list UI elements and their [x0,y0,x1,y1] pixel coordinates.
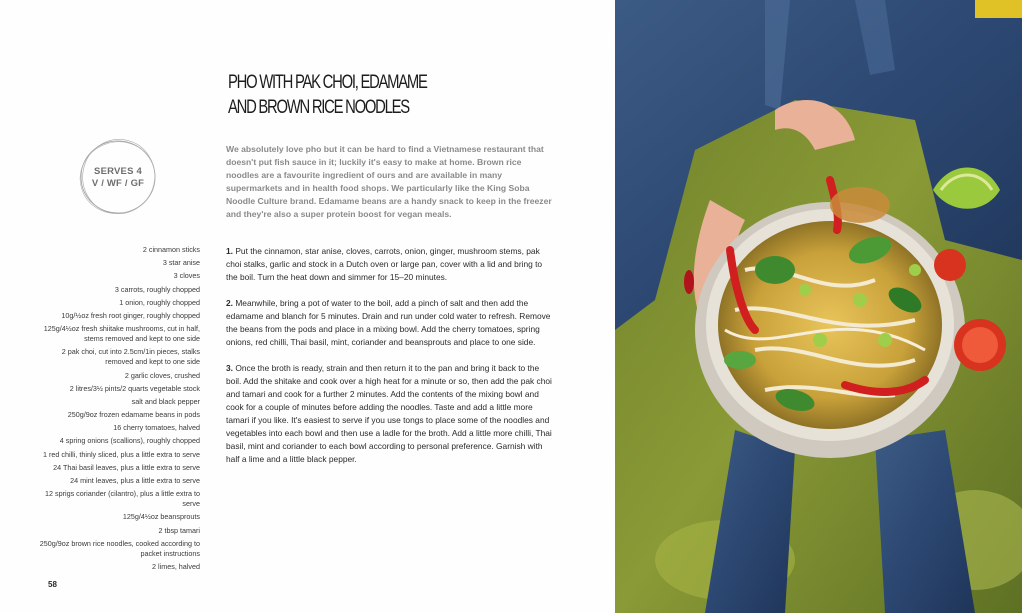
ingredient-item: 2 tbsp tamari [158,525,200,535]
title-line: AND BROWN RICE NOODLES [228,97,409,118]
ingredient-item: 2 garlic cloves, crushed [124,370,200,380]
ingredient-item: 3 star anise [162,258,200,268]
ingredient-item: 250g/9oz frozen edamame beans in pods [67,410,200,420]
ingredient-item: 12 sprigs coriander (cilantro), plus a little extra to serve [45,489,200,509]
ingredient-item: 2 pak choi, cut into 2.5cm/1in pieces, stalks removed and kept to one side [61,347,200,367]
badge-text [78,166,158,190]
step-number: 1. [226,246,233,256]
step-text: Once the broth is ready, strain and then return it to the pan and bring it back to the boil. Add the shitake and cook over a high heat for a minute or so, then add the pak choi and tamari and cook for a further 2 minutes. Add the contents of the mixing bowl and cook for a couple of minutes before adding the noodles. Taste and add a little more tamari if you like. It's easiest to serve if you use tongs to place some of the noodles and vegetables into each bowl and then use a ladle for the broth. Add a little more chilli, Thai basil, mint and coriander to each bowl according to personal preference. Garnish with half a lime and a little black pepper. [226,363,552,464]
ingredient-item: 2 litres/3½ pints/2 quarts vegetable stock [69,383,200,393]
ingredient-item: 125g/4½oz fresh shiitake mushrooms, cut in half, stems removed and kept to one side [43,324,200,344]
step-number: 3. [226,363,233,373]
ingredient-item: salt and black pepper [131,396,200,406]
ingredient-item: 125g/4½oz beansprouts [122,512,200,522]
ingredient-item: 250g/9oz brown rice noodles, cooked according to packet instructions [39,538,200,558]
ingredient-item: 10g/½oz fresh root ginger, roughly chopped [61,310,200,320]
pho-bowl-illustration [615,0,1022,613]
serves-badge [78,137,158,217]
method-step [226,245,556,284]
ingredient-item: 24 Thai basil leaves, plus a little extra to serve [53,462,200,472]
ingredient-item: 1 red chilli, thinly sliced, plus a little extra to serve [43,449,200,459]
method-steps [226,245,556,479]
diet-label: V / WF / GF [91,178,145,189]
pho-bowl-photo [615,0,1022,613]
ingredient-item: 2 cinnamon sticks [142,245,200,254]
ingredient-item: 2 limes, halved [152,561,200,571]
title-line: PHO WITH PAK CHOI, EDAMAME [228,72,427,93]
ingredient-item: 3 cloves [173,271,200,281]
step-number: 2. [226,298,233,308]
ingredient-item: 1 onion, roughly chopped [119,297,200,307]
page-number: 58 [48,580,57,589]
serves-label: SERVES 4 [94,166,142,177]
ingredient-item: 4 spring onions (scallions), roughly chopped [59,436,200,446]
recipe-intro: We absolutely love pho but it can be hard to find a Vietnamese restaurant that doesn't put fish sauce in it; luckily it's easy to make at home. Brown rice noodles are a favourite ingredient of ours and are available in many supermarkets and in health food shops. We particularly like the King Soba Noodle Culture brand. Edamame beans are a handy snack to keep in the freezer and they're also a super protein boost for vegan meals. [226,144,552,219]
ingredient-item: 3 carrots, roughly chopped [114,284,200,294]
ingredient-item: 24 mint leaves, plus a little extra to serve [70,476,200,485]
step-text: Meanwhile, bring a pot of water to the boil, add a pinch of salt and then add the edamame and blanch for 5 minutes. Drain and run under cold water to refresh. Remove the beans from the pods and place in a mixing bowl. Add the cherry tomatoes, spring onions, red chilli, Thai basil, mint, coriander and beansprouts and place to one side. [226,298,551,347]
ingredient-list [34,245,200,575]
method-step [226,362,556,466]
step-text: Put the cinnamon, star anise, cloves, carrots, onion, ginger, mushroom stems, pak choi stalks, garlic and stock in a Dutch oven or large pan, cover with a lid and bring to the boil. Turn the heat down and simmer for 15–20 minutes. [226,246,543,282]
recipe-title [228,70,485,120]
method-step [226,297,556,349]
ingredient-item: 16 cherry tomatoes, halved [113,423,200,433]
